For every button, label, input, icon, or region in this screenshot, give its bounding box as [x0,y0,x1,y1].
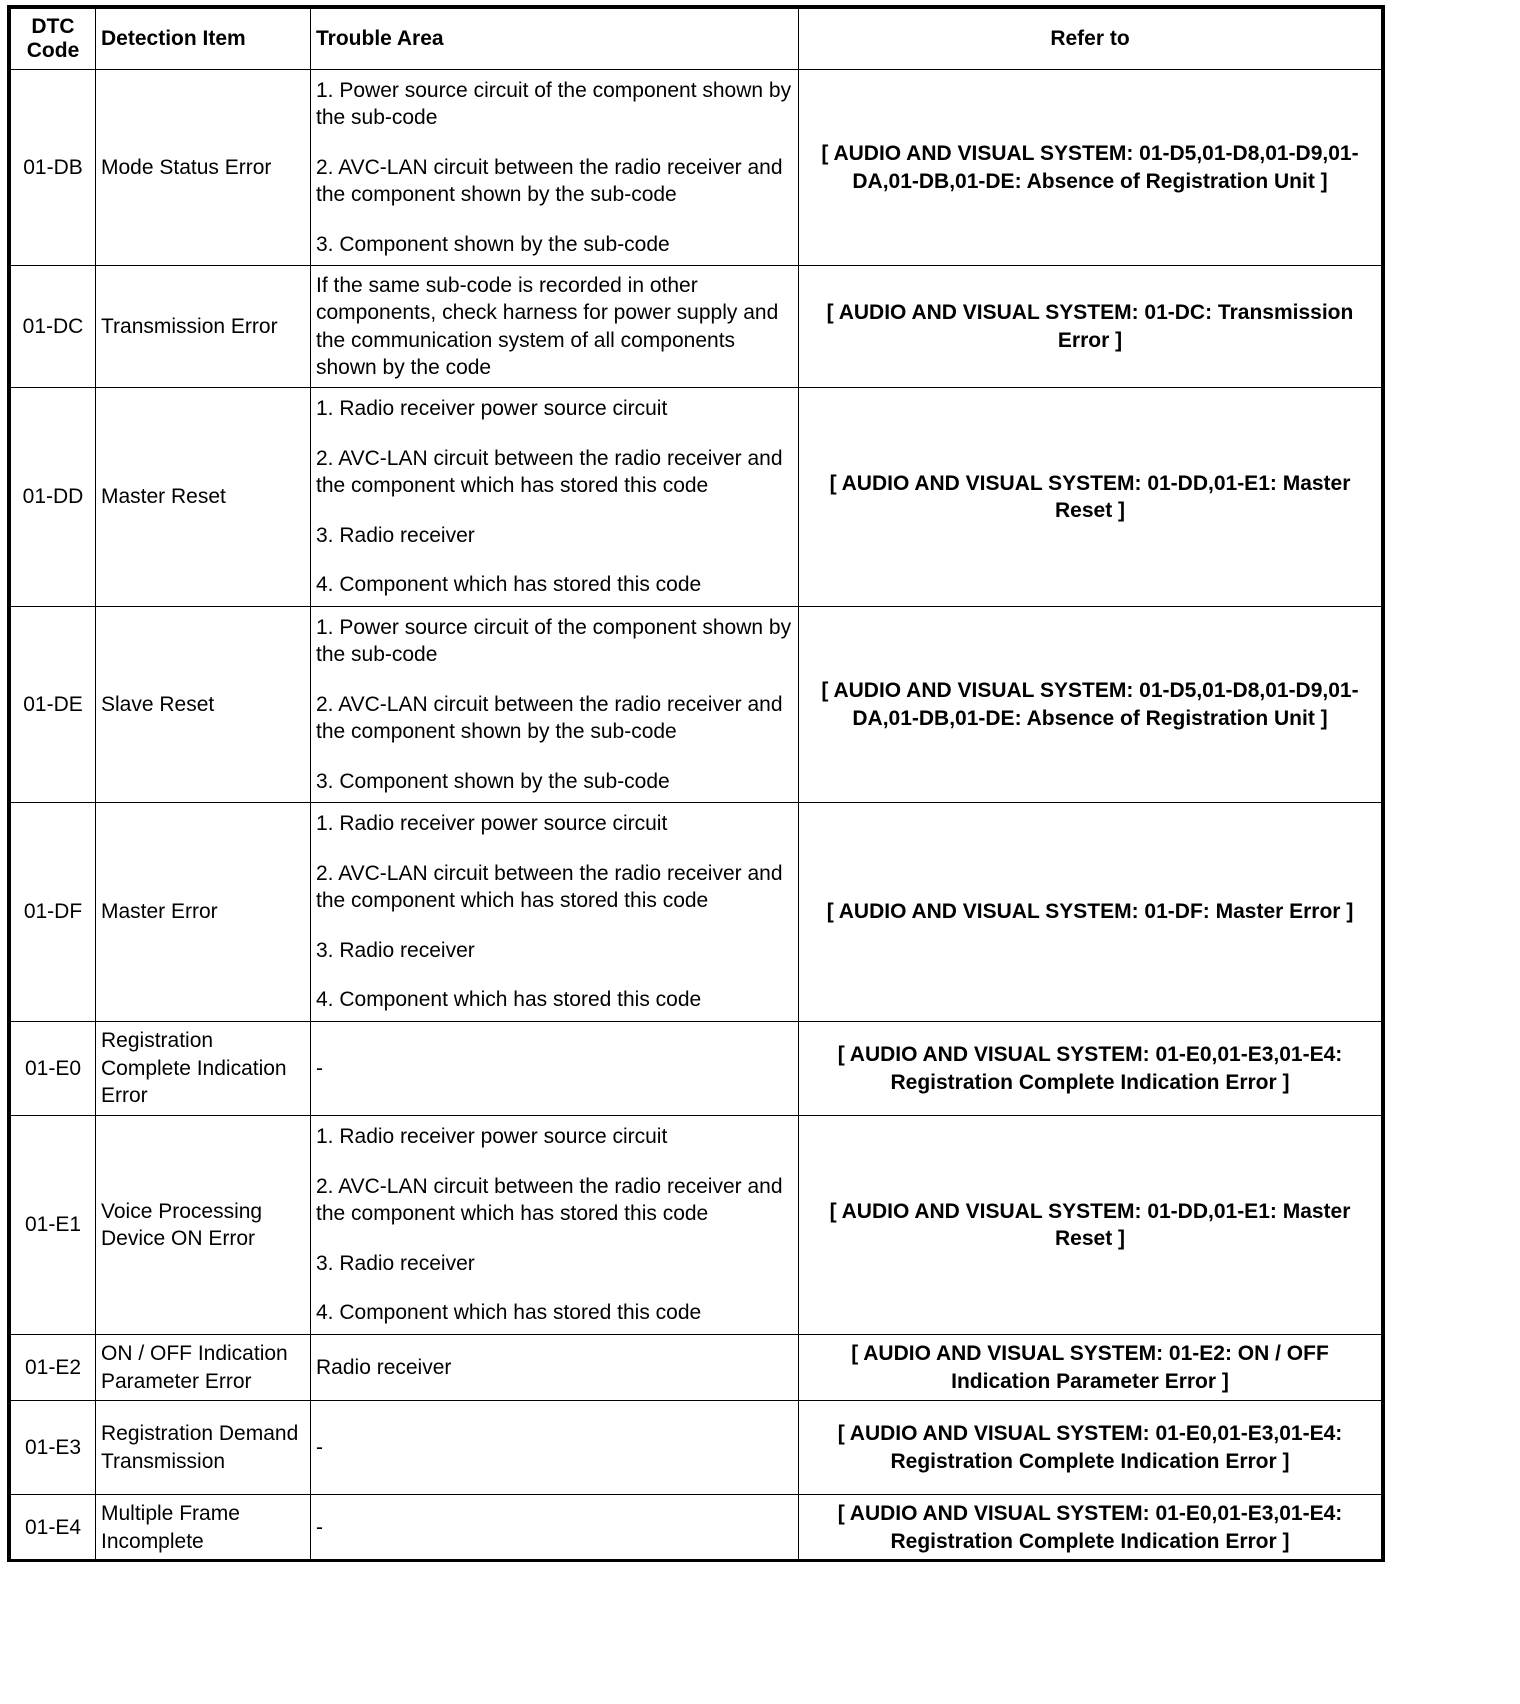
trouble-area-step: 2. AVC-LAN circuit between the radio receiver and the component which has stored this code [316,1174,783,1226]
trouble-area-cell [311,266,799,388]
table-row [11,388,1382,607]
trouble-area-step: - [316,1515,323,1539]
table-row [11,1401,1382,1495]
refer-to-link[interactable]: [ AUDIO AND VISUAL SYSTEM: 01-DC: Transmission Error ] [799,266,1382,388]
dtc-code-cell: 01-E3 [11,1401,96,1495]
trouble-area-step: Radio receiver [316,1355,452,1379]
dtc-code-cell: 01-DD [11,388,96,607]
trouble-area-cell [311,607,799,803]
dtc-code-cell: 01-E0 [11,1022,96,1116]
trouble-area-cell [311,1335,799,1401]
trouble-area-cell [311,1495,799,1561]
detection-item-cell: Master Reset [96,388,311,607]
trouble-area-step: 1. Power source circuit of the component shown by the sub-code [316,615,792,667]
detection-item-cell: Slave Reset [96,607,311,803]
trouble-area-step: If the same sub-code is recorded in other components, check harness for power supply and the communication system of all components shown by the code [316,273,779,379]
dtc-table-container [7,5,1385,1562]
dtc-code-cell: 01-DB [11,70,96,266]
trouble-area-step: 4. Component which has stored this code [316,1301,702,1325]
refer-to-link[interactable]: [ AUDIO AND VISUAL SYSTEM: 01-D5,01-D8,01-D9,01-DA,01-DB,01-DE: Absence of Registration Unit ] [799,70,1382,266]
table-row [11,1495,1382,1561]
table-row [11,70,1382,266]
detection-item-cell: Mode Status Error [96,70,311,266]
dtc-table [10,8,1382,1561]
header-detection-item: Detection Item [96,9,311,70]
refer-to-link[interactable]: [ AUDIO AND VISUAL SYSTEM: 01-DD,01-E1: Master Reset ] [799,388,1382,607]
dtc-code-cell: 01-E1 [11,1116,96,1335]
table-row [11,607,1382,803]
trouble-area-cell [311,388,799,607]
header-refer-to: Refer to [799,9,1382,70]
table-row [11,1116,1382,1335]
table-row [11,266,1382,388]
table-row [11,1022,1382,1116]
trouble-area-step: - [316,1056,323,1080]
trouble-area-step: 4. Component which has stored this code [316,988,702,1012]
trouble-area-cell [311,1116,799,1335]
trouble-area-step: 1. Power source circuit of the component shown by the sub-code [316,78,792,130]
detection-item-cell: Registration Complete Indication Error [96,1022,311,1116]
header-trouble-area: Trouble Area [311,9,799,70]
refer-to-link[interactable]: [ AUDIO AND VISUAL SYSTEM: 01-E0,01-E3,01-E4: Registration Complete Indication Error ] [799,1401,1382,1495]
trouble-area-cell [311,803,799,1022]
trouble-area-step: 2. AVC-LAN circuit between the radio receiver and the component which has stored this code [316,861,783,913]
trouble-area-cell [311,1401,799,1495]
table-row [11,803,1382,1022]
trouble-area-cell [311,70,799,266]
trouble-area-step: 1. Radio receiver power source circuit [316,812,668,836]
refer-to-link[interactable]: [ AUDIO AND VISUAL SYSTEM: 01-E0,01-E3,01-E4: Registration Complete Indication Error ] [799,1495,1382,1561]
dtc-code-cell: 01-DF [11,803,96,1022]
detection-item-cell: Voice Processing Device ON Error [96,1116,311,1335]
trouble-area-step: 1. Radio receiver power source circuit [316,1125,668,1149]
trouble-area-step: 4. Component which has stored this code [316,573,702,597]
trouble-area-step: 2. AVC-LAN circuit between the radio receiver and the component shown by the sub-code [316,692,783,744]
header-dtc-code-line1: DTC [31,15,75,38]
detection-item-cell: Multiple Frame Incomplete [96,1495,311,1561]
dtc-code-cell: 01-E4 [11,1495,96,1561]
header-dtc-code [11,9,96,70]
refer-to-link[interactable]: [ AUDIO AND VISUAL SYSTEM: 01-D5,01-D8,01-D9,01-DA,01-DB,01-DE: Absence of Registration Unit ] [799,607,1382,803]
trouble-area-step: 1. Radio receiver power source circuit [316,397,668,421]
dtc-code-cell: 01-DC [11,266,96,388]
dtc-code-cell: 01-DE [11,607,96,803]
header-dtc-code-line2: Code [26,39,80,62]
trouble-area-step: 3. Radio receiver [316,1251,475,1275]
trouble-area-cell [311,1022,799,1116]
dtc-code-cell: 01-E2 [11,1335,96,1401]
trouble-area-step: 3. Component shown by the sub-code [316,769,670,793]
trouble-area-step: 3. Radio receiver [316,523,475,547]
header-row [11,9,1382,70]
trouble-area-step: 3. Radio receiver [316,938,475,962]
detection-item-cell: Master Error [96,803,311,1022]
refer-to-link[interactable]: [ AUDIO AND VISUAL SYSTEM: 01-E2: ON / OFF Indication Parameter Error ] [799,1335,1382,1401]
refer-to-link[interactable]: [ AUDIO AND VISUAL SYSTEM: 01-DF: Master Error ] [799,803,1382,1022]
trouble-area-step: 2. AVC-LAN circuit between the radio receiver and the component shown by the sub-code [316,155,783,207]
detection-item-cell: Transmission Error [96,266,311,388]
detection-item-cell: ON / OFF Indication Parameter Error [96,1335,311,1401]
table-row [11,1335,1382,1401]
refer-to-link[interactable]: [ AUDIO AND VISUAL SYSTEM: 01-E0,01-E3,01-E4: Registration Complete Indication Error ] [799,1022,1382,1116]
trouble-area-step: - [316,1435,323,1459]
trouble-area-step: 3. Component shown by the sub-code [316,232,670,256]
refer-to-link[interactable]: [ AUDIO AND VISUAL SYSTEM: 01-DD,01-E1: Master Reset ] [799,1116,1382,1335]
trouble-area-step: 2. AVC-LAN circuit between the radio receiver and the component which has stored this code [316,446,783,498]
detection-item-cell: Registration Demand Transmission [96,1401,311,1495]
